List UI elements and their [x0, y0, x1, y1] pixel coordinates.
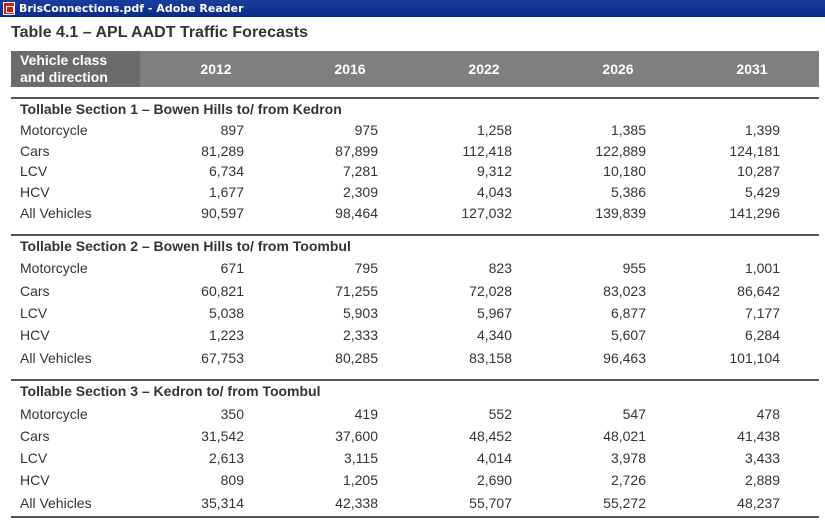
header-class-line1: Vehicle class: [20, 52, 108, 68]
table-cell: 671: [220, 260, 244, 276]
section-title: Tollable Section 3 – Kedron to/ from Toombul: [20, 383, 321, 399]
table-cell: 4,014: [476, 450, 512, 466]
section-divider: [11, 234, 819, 236]
row-label: Motorcycle: [20, 260, 88, 276]
table-cell: 2,726: [610, 472, 646, 488]
table-cell: 141,296: [729, 205, 780, 221]
table-row: [11, 143, 819, 163]
table-cell: 55,272: [603, 495, 646, 511]
table-cell: 83,158: [469, 350, 512, 366]
table-cell: 2,889: [744, 472, 780, 488]
section-title: Tollable Section 1 – Bowen Hills to/ from Kedron: [20, 101, 342, 117]
table-row: [11, 184, 819, 204]
table-cell: 72,028: [469, 283, 512, 299]
table-cell: 96,463: [603, 350, 646, 366]
row-label: All Vehicles: [20, 205, 92, 221]
table-cell: 55,707: [469, 495, 512, 511]
table-cell: 4,043: [476, 184, 512, 200]
table-row: [11, 428, 819, 448]
row-label: Cars: [20, 428, 50, 444]
table-cell: 3,978: [610, 450, 646, 466]
table-cell: 6,877: [610, 305, 646, 321]
table-row: [11, 163, 819, 183]
row-label: Motorcycle: [20, 122, 88, 138]
table-row: [11, 495, 819, 515]
table-cell: 10,287: [737, 163, 780, 179]
table-cell: 122,889: [595, 143, 646, 159]
table-row: [11, 305, 819, 325]
table-cell: 31,542: [201, 428, 244, 444]
table-cell: 419: [354, 406, 378, 422]
table-cell: 5,038: [208, 305, 244, 321]
table-cell: 547: [622, 406, 646, 422]
header-year: 2022: [468, 61, 500, 77]
table-cell: 7,177: [744, 305, 780, 321]
table-row: [11, 283, 819, 303]
table-cell: 1,001: [744, 260, 780, 276]
table-cell: 2,333: [342, 327, 378, 343]
row-label: LCV: [20, 163, 48, 179]
table-cell: 48,452: [469, 428, 512, 444]
table-cell: 1,677: [208, 184, 244, 200]
table-cell: 90,597: [201, 205, 244, 221]
table-cell: 35,314: [201, 495, 244, 511]
row-label: All Vehicles: [20, 350, 92, 366]
adobe-reader-icon: [3, 2, 15, 15]
table-cell: 60,821: [201, 283, 244, 299]
table-cell: 350: [220, 406, 244, 422]
row-label: HCV: [20, 184, 50, 200]
table-cell: 127,032: [461, 205, 512, 221]
table-cell: 823: [488, 260, 512, 276]
table-cell: 975: [354, 122, 378, 138]
table-cell: 87,899: [335, 143, 378, 159]
table-row: [11, 260, 819, 280]
row-label: HCV: [20, 327, 50, 343]
table-cell: 7,281: [342, 163, 378, 179]
table-cell: 80,285: [335, 350, 378, 366]
table-header: [11, 51, 819, 87]
table-cell: 101,104: [729, 350, 780, 366]
table-cell: 9,312: [476, 163, 512, 179]
table-cell: 897: [220, 122, 244, 138]
table-cell: 1,205: [342, 472, 378, 488]
table-row: [11, 350, 819, 370]
table-row: [11, 472, 819, 492]
table-cell: 83,023: [603, 283, 646, 299]
table-cell: 795: [354, 260, 378, 276]
table-cell: 478: [756, 406, 780, 422]
table-cell: 5,386: [610, 184, 646, 200]
table-cell: 42,338: [335, 495, 378, 511]
table-cell: 86,642: [737, 283, 780, 299]
table-cell: 552: [488, 406, 512, 422]
table-cell: 124,181: [729, 143, 780, 159]
table-cell: 2,613: [208, 450, 244, 466]
section-title: Tollable Section 2 – Bowen Hills to/ from Toombul: [20, 238, 351, 254]
table-row: [11, 406, 819, 426]
row-label: All Vehicles: [20, 495, 92, 511]
table-cell: 1,399: [744, 122, 780, 138]
table-cell: 3,433: [744, 450, 780, 466]
table-cell: 955: [622, 260, 646, 276]
row-label: Cars: [20, 283, 50, 299]
header-year: 2026: [602, 61, 634, 77]
header-year: 2031: [736, 61, 768, 77]
table-cell: 41,438: [737, 428, 780, 444]
table-row: [11, 327, 819, 347]
table-row: [11, 122, 819, 142]
header-year: 2016: [334, 61, 366, 77]
row-label: Motorcycle: [20, 406, 88, 422]
row-label: HCV: [20, 472, 50, 488]
table-cell: 48,237: [737, 495, 780, 511]
table-cell: 2,690: [476, 472, 512, 488]
window-title: BrisConnections.pdf - Adobe Reader: [19, 2, 244, 15]
table-row: [11, 450, 819, 470]
window-title-bar[interactable]: [0, 0, 825, 17]
table-cell: 1,223: [208, 327, 244, 343]
table-cell: 37,600: [335, 428, 378, 444]
table-cell: 5,429: [744, 184, 780, 200]
table-cell: 71,255: [335, 283, 378, 299]
table-cell: 48,021: [603, 428, 646, 444]
table-cell: 6,284: [744, 327, 780, 343]
section-divider: [11, 97, 819, 99]
header-vehicle-class: [11, 51, 140, 87]
table-cell: 5,903: [342, 305, 378, 321]
table-cell: 2,309: [342, 184, 378, 200]
row-label: Cars: [20, 143, 50, 159]
row-label: LCV: [20, 450, 48, 466]
table-cell: 67,753: [201, 350, 244, 366]
table-cell: 81,289: [201, 143, 244, 159]
table-bottom-rule: [11, 516, 819, 518]
table-cell: 1,258: [476, 122, 512, 138]
table-cell: 3,115: [344, 450, 378, 466]
table-cell: 139,839: [595, 205, 646, 221]
table-cell: 4,340: [476, 327, 512, 343]
table-cell: 6,734: [208, 163, 244, 179]
table-cell: 5,967: [476, 305, 512, 321]
table-cell: 10,180: [603, 163, 646, 179]
header-class-line2: and direction: [20, 69, 108, 85]
table-title: Table 4.1 – APL AADT Traffic Forecasts: [11, 24, 308, 41]
row-label: LCV: [20, 305, 48, 321]
table-row: [11, 205, 819, 225]
table-cell: 809: [220, 472, 244, 488]
table-cell: 1,385: [610, 122, 646, 138]
section-divider: [11, 379, 819, 381]
table-cell: 98,464: [335, 205, 378, 221]
table-cell: 112,418: [462, 143, 512, 159]
header-year: 2012: [200, 61, 232, 77]
table-cell: 5,607: [610, 327, 646, 343]
